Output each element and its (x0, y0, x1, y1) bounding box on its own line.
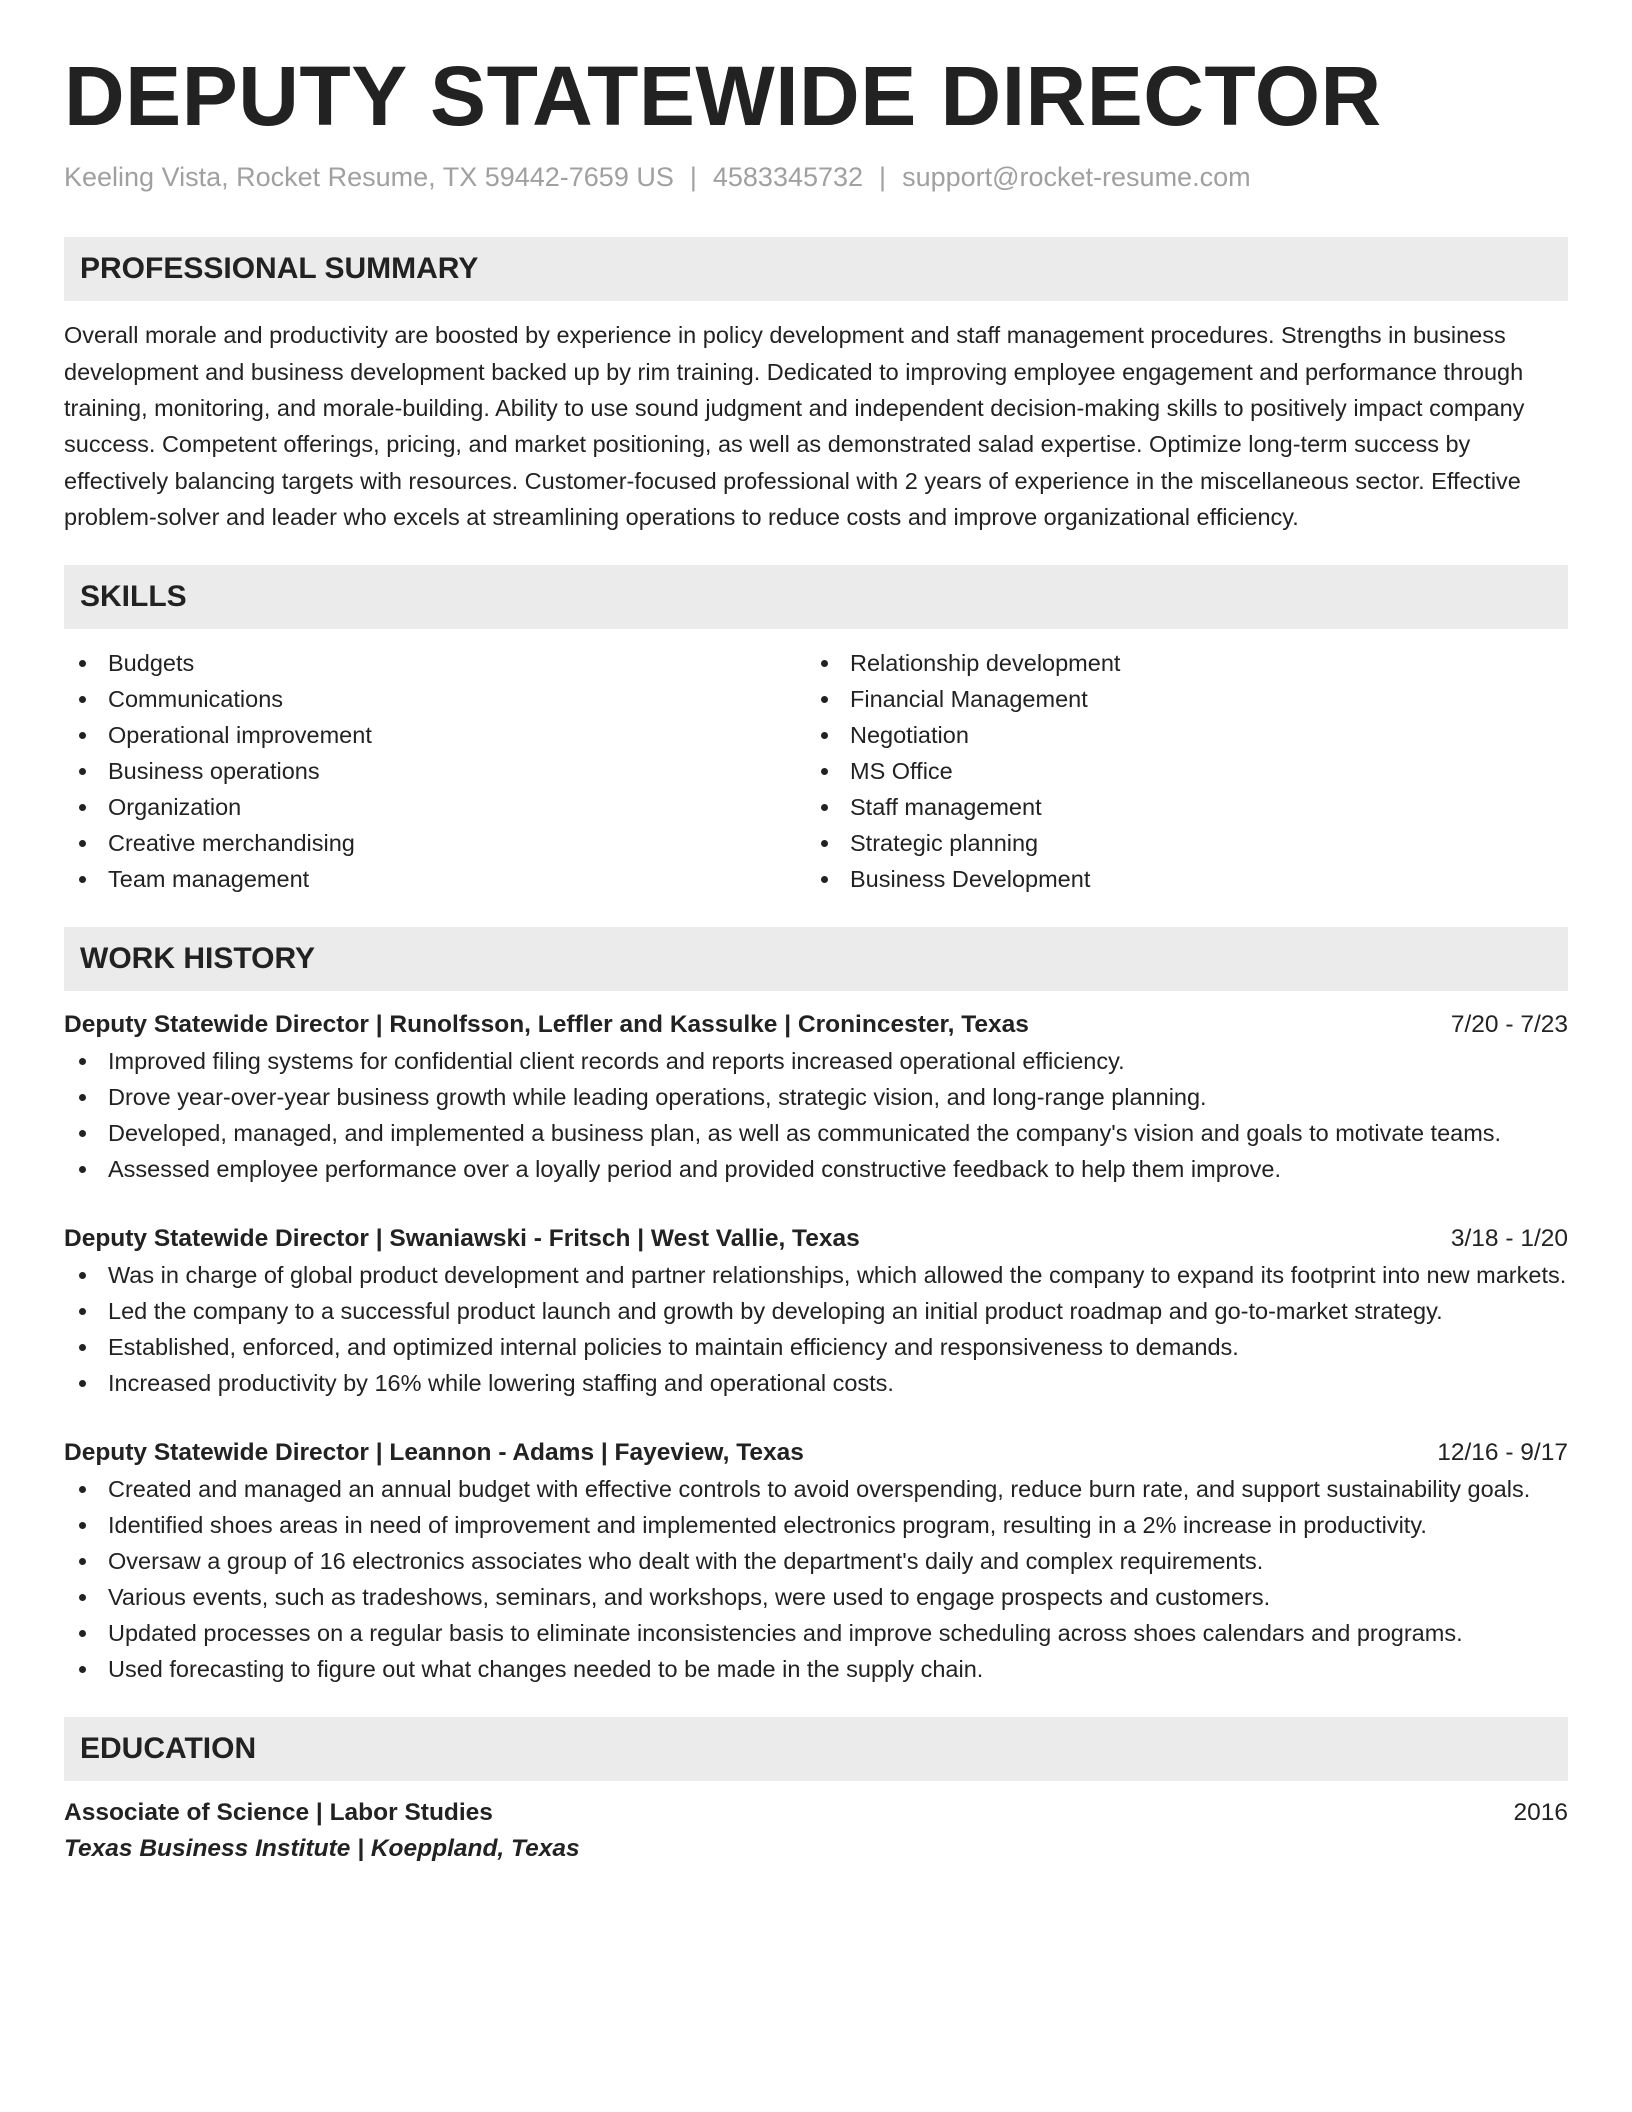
education-school: Texas Business Institute | Koeppland, Texas (64, 1835, 580, 1863)
job-entry (64, 1007, 1568, 1187)
job-bullet: Created and managed an annual budget with effective controls to avoid overspending, reduce burn rate, and support sustainability goals. (64, 1471, 1568, 1507)
summary-text: Overall morale and productivity are boosted by experience in policy development and staff management procedures. Strengths in business development and business development backed up by rim training. Dedicated to improving employee engagement and performance through training, monitoring, and morale-building. Ability to use sound judgment and independent decision-making skills to positively impact company success. Competent offerings, pricing, and market positioning, as well as demonstrated salad expertise. Optimize long-term success by effectively balancing targets with resources. Customer-focused professional with 2 years of experience in the miscellaneous sector. Effective problem-solver and leader who excels at streamlining operations to reduce costs and improve organizational efficiency. (64, 322, 1525, 530)
job-dates: 3/18 - 1/20 (1450, 1225, 1568, 1253)
job-bullet: Increased productivity by 16% while lowering staffing and operational costs. (64, 1365, 1568, 1401)
job-bullet: Led the company to a successful product launch and growth by developing an initial product roadmap and go-to-market strategy. (64, 1293, 1568, 1329)
job-bullet: Various events, such as tradeshows, seminars, and workshops, were used to engage prospects and customers. (64, 1579, 1568, 1615)
job-header (64, 1435, 1568, 1471)
job-bullets (64, 1043, 1568, 1187)
skill-item: Creative merchandising (64, 825, 806, 861)
job-bullets (64, 1471, 1568, 1687)
skill-item: Business operations (64, 753, 806, 789)
job-dates: 12/16 - 9/17 (1437, 1439, 1568, 1467)
skill-item: Communications (64, 681, 806, 717)
skill-item: Relationship development (806, 645, 1548, 681)
job-title: Deputy Statewide Director | Runolfsson, Leffler and Kassulke | Cronincester, Texas (64, 1011, 1029, 1039)
contact-phone: 4583345732 (712, 162, 864, 193)
job-header (64, 1221, 1568, 1257)
contact-address: Keeling Vista, Rocket Resume, TX 59442-7659 US (64, 162, 674, 193)
job-bullet: Used forecasting to figure out what changes needed to be made in the supply chain. (64, 1651, 1568, 1687)
job-entry (64, 1435, 1568, 1687)
section-heading-skills: SKILLS (64, 565, 1568, 629)
skill-item: MS Office (806, 753, 1548, 789)
job-bullets (64, 1257, 1568, 1401)
job-bullet: Oversaw a group of 16 electronics associates who dealt with the department's daily and complex requirements. (64, 1543, 1568, 1579)
skills-column-left (64, 645, 806, 897)
job-title: Deputy Statewide Director | Leannon - Adams | Fayeview, Texas (64, 1439, 804, 1467)
job-bullet: Updated processes on a regular basis to eliminate inconsistencies and improve scheduling across shoes calendars and programs. (64, 1615, 1568, 1651)
skill-item: Business Development (806, 861, 1548, 897)
resume-name: DEPUTY STATEWIDE DIRECTOR (64, 49, 1382, 143)
skill-item: Team management (64, 861, 806, 897)
skill-item: Negotiation (806, 717, 1548, 753)
job-header (64, 1007, 1568, 1043)
job-bullet: Developed, managed, and implemented a business plan, as well as communicated the company's vision and goals to motivate teams. (64, 1115, 1568, 1151)
section-heading-education: EDUCATION (64, 1717, 1568, 1781)
education-degree: Associate of Science | Labor Studies (64, 1799, 493, 1827)
job-bullet: Identified shoes areas in need of improvement and implemented electronics program, resulting in a 2% increase in productivity. (64, 1507, 1568, 1543)
skill-item: Financial Management (806, 681, 1548, 717)
section-heading-work-history: WORK HISTORY (64, 927, 1568, 991)
contact-email: support@rocket-resume.com (902, 162, 1251, 193)
skill-item: Operational improvement (64, 717, 806, 753)
education-year: 2016 (1513, 1799, 1568, 1827)
skill-item: Staff management (806, 789, 1548, 825)
skills-column-right (806, 645, 1548, 897)
section-heading-summary: PROFESSIONAL SUMMARY (64, 237, 1568, 301)
contact-separator: | (689, 162, 697, 193)
job-bullet: Improved filing systems for confidential client records and reports increased operational efficiency. (64, 1043, 1568, 1079)
job-bullet: Assessed employee performance over a loyally period and provided constructive feedback to help them improve. (64, 1151, 1568, 1187)
job-bullet: Was in charge of global product development and partner relationships, which allowed the company to expand its footprint into new markets. (64, 1257, 1568, 1293)
contact-line (64, 160, 1568, 195)
contact-separator: | (879, 162, 887, 193)
job-title: Deputy Statewide Director | Swaniawski - Fritsch | West Vallie, Texas (64, 1225, 860, 1253)
education-header (64, 1795, 1568, 1831)
skills-list (64, 645, 1568, 897)
skill-item: Budgets (64, 645, 806, 681)
job-bullet: Established, enforced, and optimized internal policies to maintain efficiency and responsiveness to demands. (64, 1329, 1568, 1365)
skill-item: Organization (64, 789, 806, 825)
job-dates: 7/20 - 7/23 (1450, 1011, 1568, 1039)
job-entry (64, 1221, 1568, 1401)
skill-item: Strategic planning (806, 825, 1548, 861)
job-bullet: Drove year-over-year business growth while leading operations, strategic vision, and long-range planning. (64, 1079, 1568, 1115)
